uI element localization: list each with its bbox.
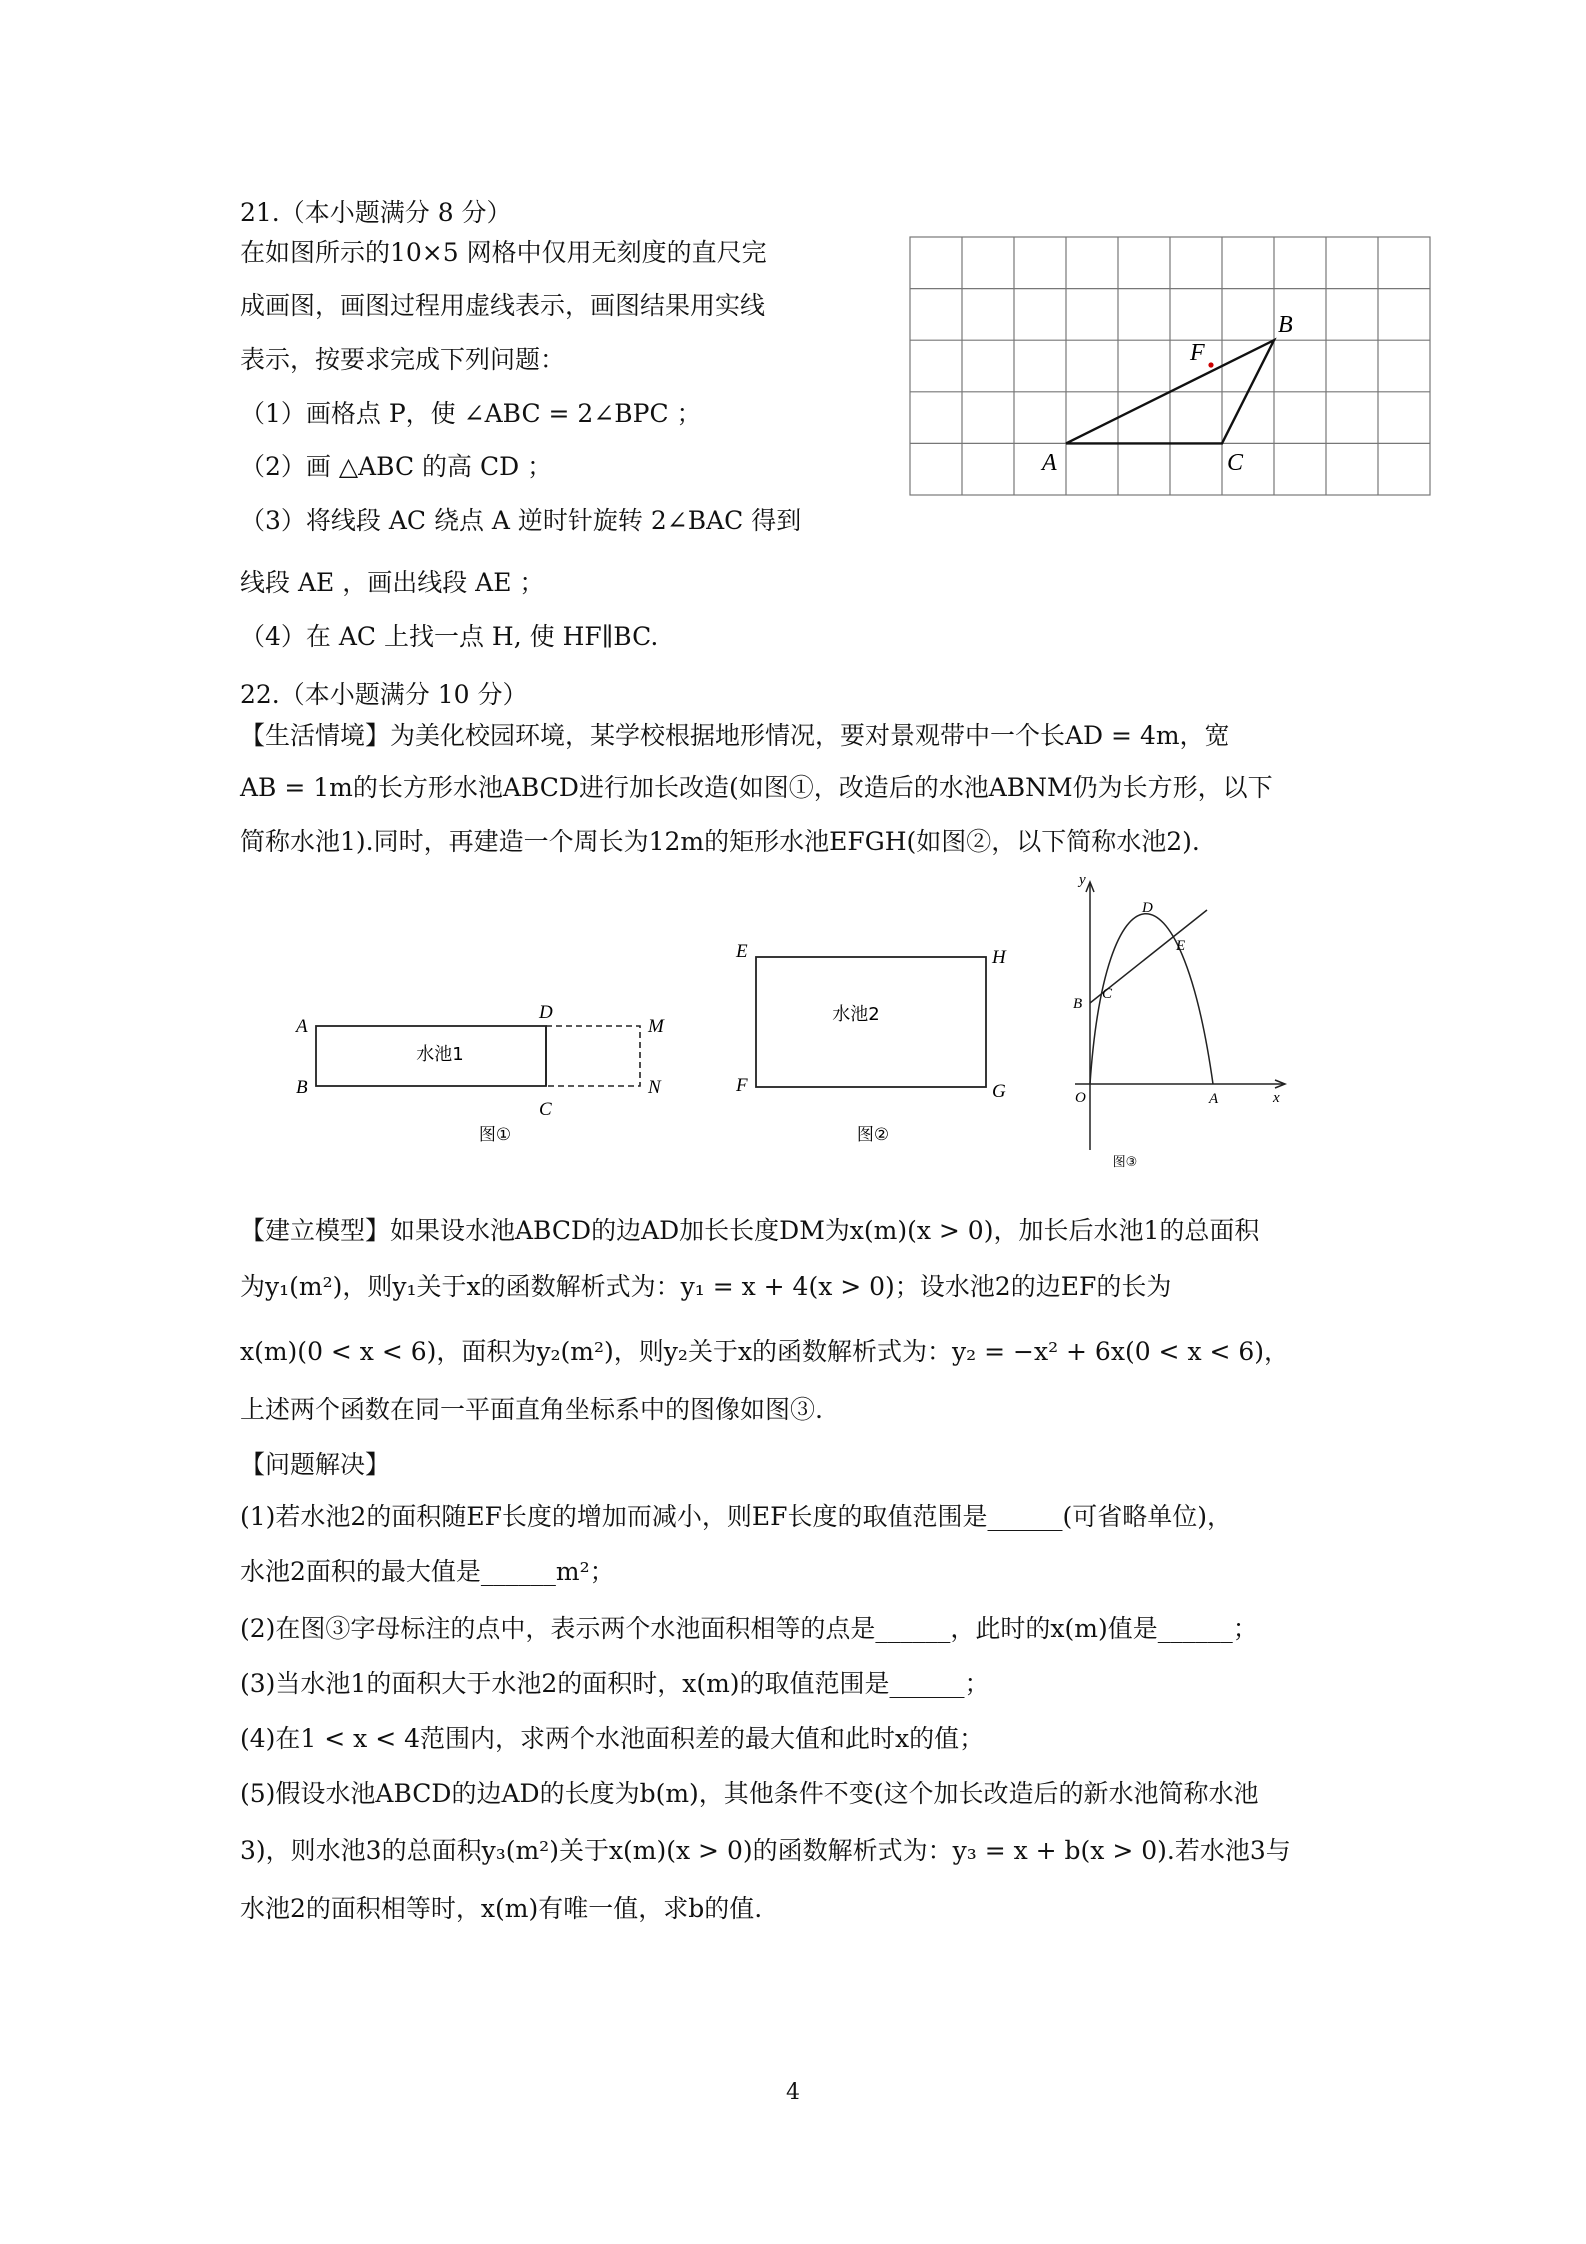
fig3-label-b: B	[1073, 996, 1083, 1012]
q22-question-5b: 3)，则水池3的总面积y₃(m²)关于x(m)(x > 0)的函数解析式为：y₃ = x + b(x > 0).若水池3与	[240, 1836, 1291, 1865]
q21-line-1: 在如图所示的10×5 网格中仅用无刻度的直尺完	[240, 238, 767, 267]
fig2-label-e: E	[736, 941, 748, 962]
q21-line-5: （2）画 △ABC 的高 CD ；	[240, 452, 553, 481]
q21-line-2: 成画图，画图过程用虚线表示，画图结果用实线	[240, 291, 766, 320]
fig1-caption: 图①	[478, 1125, 512, 1145]
q22-model-1: 【建立模型】如果设水池ABCD的边AD加长长度DM为x(m)(x > 0)，加长后水池1的总面积	[240, 1216, 1260, 1245]
fig3-label-a: A	[1209, 1091, 1219, 1107]
figure-1-pool1	[290, 990, 680, 1170]
fig3-label-c: C	[1102, 986, 1113, 1002]
page-number: 4	[786, 2080, 800, 2105]
q22-question-1a: (1)若水池2的面积随EF长度的增加而减小，则EF长度的取值范围是______(可省略单位)，	[240, 1502, 1233, 1531]
q22-question-3: (3)当水池1的面积大于水池2的面积时，x(m)的取值范围是______；	[240, 1669, 990, 1698]
q22-question-4: (4)在1 < x < 4范围内，求两个水池面积差的最大值和此时x的值；	[240, 1724, 985, 1753]
q22-intro-3: 简称水池1).同时，再建造一个周长为12m的矩形水池EFGH(如图②，以下简称水池2).	[240, 827, 1200, 856]
q22-model-4: 上述两个函数在同一平面直角坐标系中的图像如图③.	[240, 1395, 823, 1424]
q21-header: 21.（本小题满分 8 分）	[240, 198, 512, 227]
label-c: C	[1227, 450, 1244, 476]
fig3-caption: 图③	[1112, 1155, 1138, 1170]
q22-question-1b: 水池2面积的最大值是______m²；	[240, 1557, 615, 1586]
fig3-label-e: E	[1176, 938, 1186, 954]
fig3-label-o: O	[1075, 1090, 1086, 1106]
fig2-label-f: F	[736, 1075, 748, 1096]
q22-model-2: 为y₁(m²)，则y₁关于x的函数解析式为：y₁ = x + 4(x > 0)；设水池2的边EF的长为	[240, 1272, 1172, 1301]
q21-line-4: （1）画格点 P，使 ∠ABC = 2∠BPC ；	[240, 399, 702, 428]
q21-grid-figure	[905, 232, 1435, 500]
q21-line-3: 表示，按要求完成下列问题：	[240, 345, 566, 374]
fig1-label-n: N	[648, 1077, 661, 1098]
q21-line-7: 线段 AE ，画出线段 AE ；	[240, 568, 545, 597]
q22-model-3: x(m)(0 < x < 6)，面积为y₂(m²)，则y₂关于x的函数解析式为：y₂ = −x² + 6x(0 < x < 6)，	[240, 1337, 1290, 1366]
fig2-label-h: H	[992, 947, 1006, 968]
fig1-label-c: C	[539, 1099, 552, 1120]
fig3-axis-y: y	[1079, 872, 1086, 888]
point-f	[1208, 362, 1213, 367]
fig1-label-a: A	[296, 1016, 308, 1037]
fig1-label-d: D	[539, 1002, 553, 1023]
q21-line-8: （4）在 AC 上找一点 H, 使 HF∥BC.	[240, 622, 659, 651]
figure-2-pool2	[728, 935, 1018, 1155]
q22-question-5a: (5)假设水池ABCD的边AD的长度为b(m)，其他条件不变(这个加长改造后的新水池简称水池	[240, 1779, 1259, 1808]
q22-solve-header: 【问题解决】	[240, 1450, 391, 1479]
fig2-label-g: G	[992, 1081, 1006, 1102]
q21-line-6: （3）将线段 AC 绕点 A 逆时针旋转 2∠BAC 得到	[240, 506, 802, 535]
label-b: B	[1278, 312, 1293, 338]
fig2-caption: 图②	[856, 1125, 890, 1145]
figure-3-graph	[1055, 870, 1300, 1180]
q22-question-2: (2)在图③字母标注的点中，表示两个水池面积相等的点是______，此时的x(m)值是______；	[240, 1614, 1258, 1643]
fig1-label-b: B	[296, 1077, 308, 1098]
fig1-label-m: M	[648, 1016, 664, 1037]
q22-intro-2: AB = 1m的长方形水池ABCD进行加长改造(如图①，改造后的水池ABNM仍为长方形，以下	[240, 773, 1273, 802]
label-a: A	[1042, 450, 1057, 476]
q22-question-5c: 水池2的面积相等时，x(m)有唯一值，求b的值.	[240, 1894, 763, 1923]
label-f: F	[1190, 340, 1205, 366]
fig2-pool-label: 水池2	[832, 1004, 880, 1025]
q22-intro-1: 【生活情境】为美化校园环境，某学校根据地形情况，要对景观带中一个长AD = 4m，宽	[240, 721, 1230, 750]
fig3-axis-x: x	[1273, 1090, 1280, 1106]
q22-header: 22.（本小题满分 10 分）	[240, 680, 528, 709]
fig3-label-d: D	[1142, 900, 1153, 916]
fig1-pool-label: 水池1	[416, 1044, 464, 1065]
